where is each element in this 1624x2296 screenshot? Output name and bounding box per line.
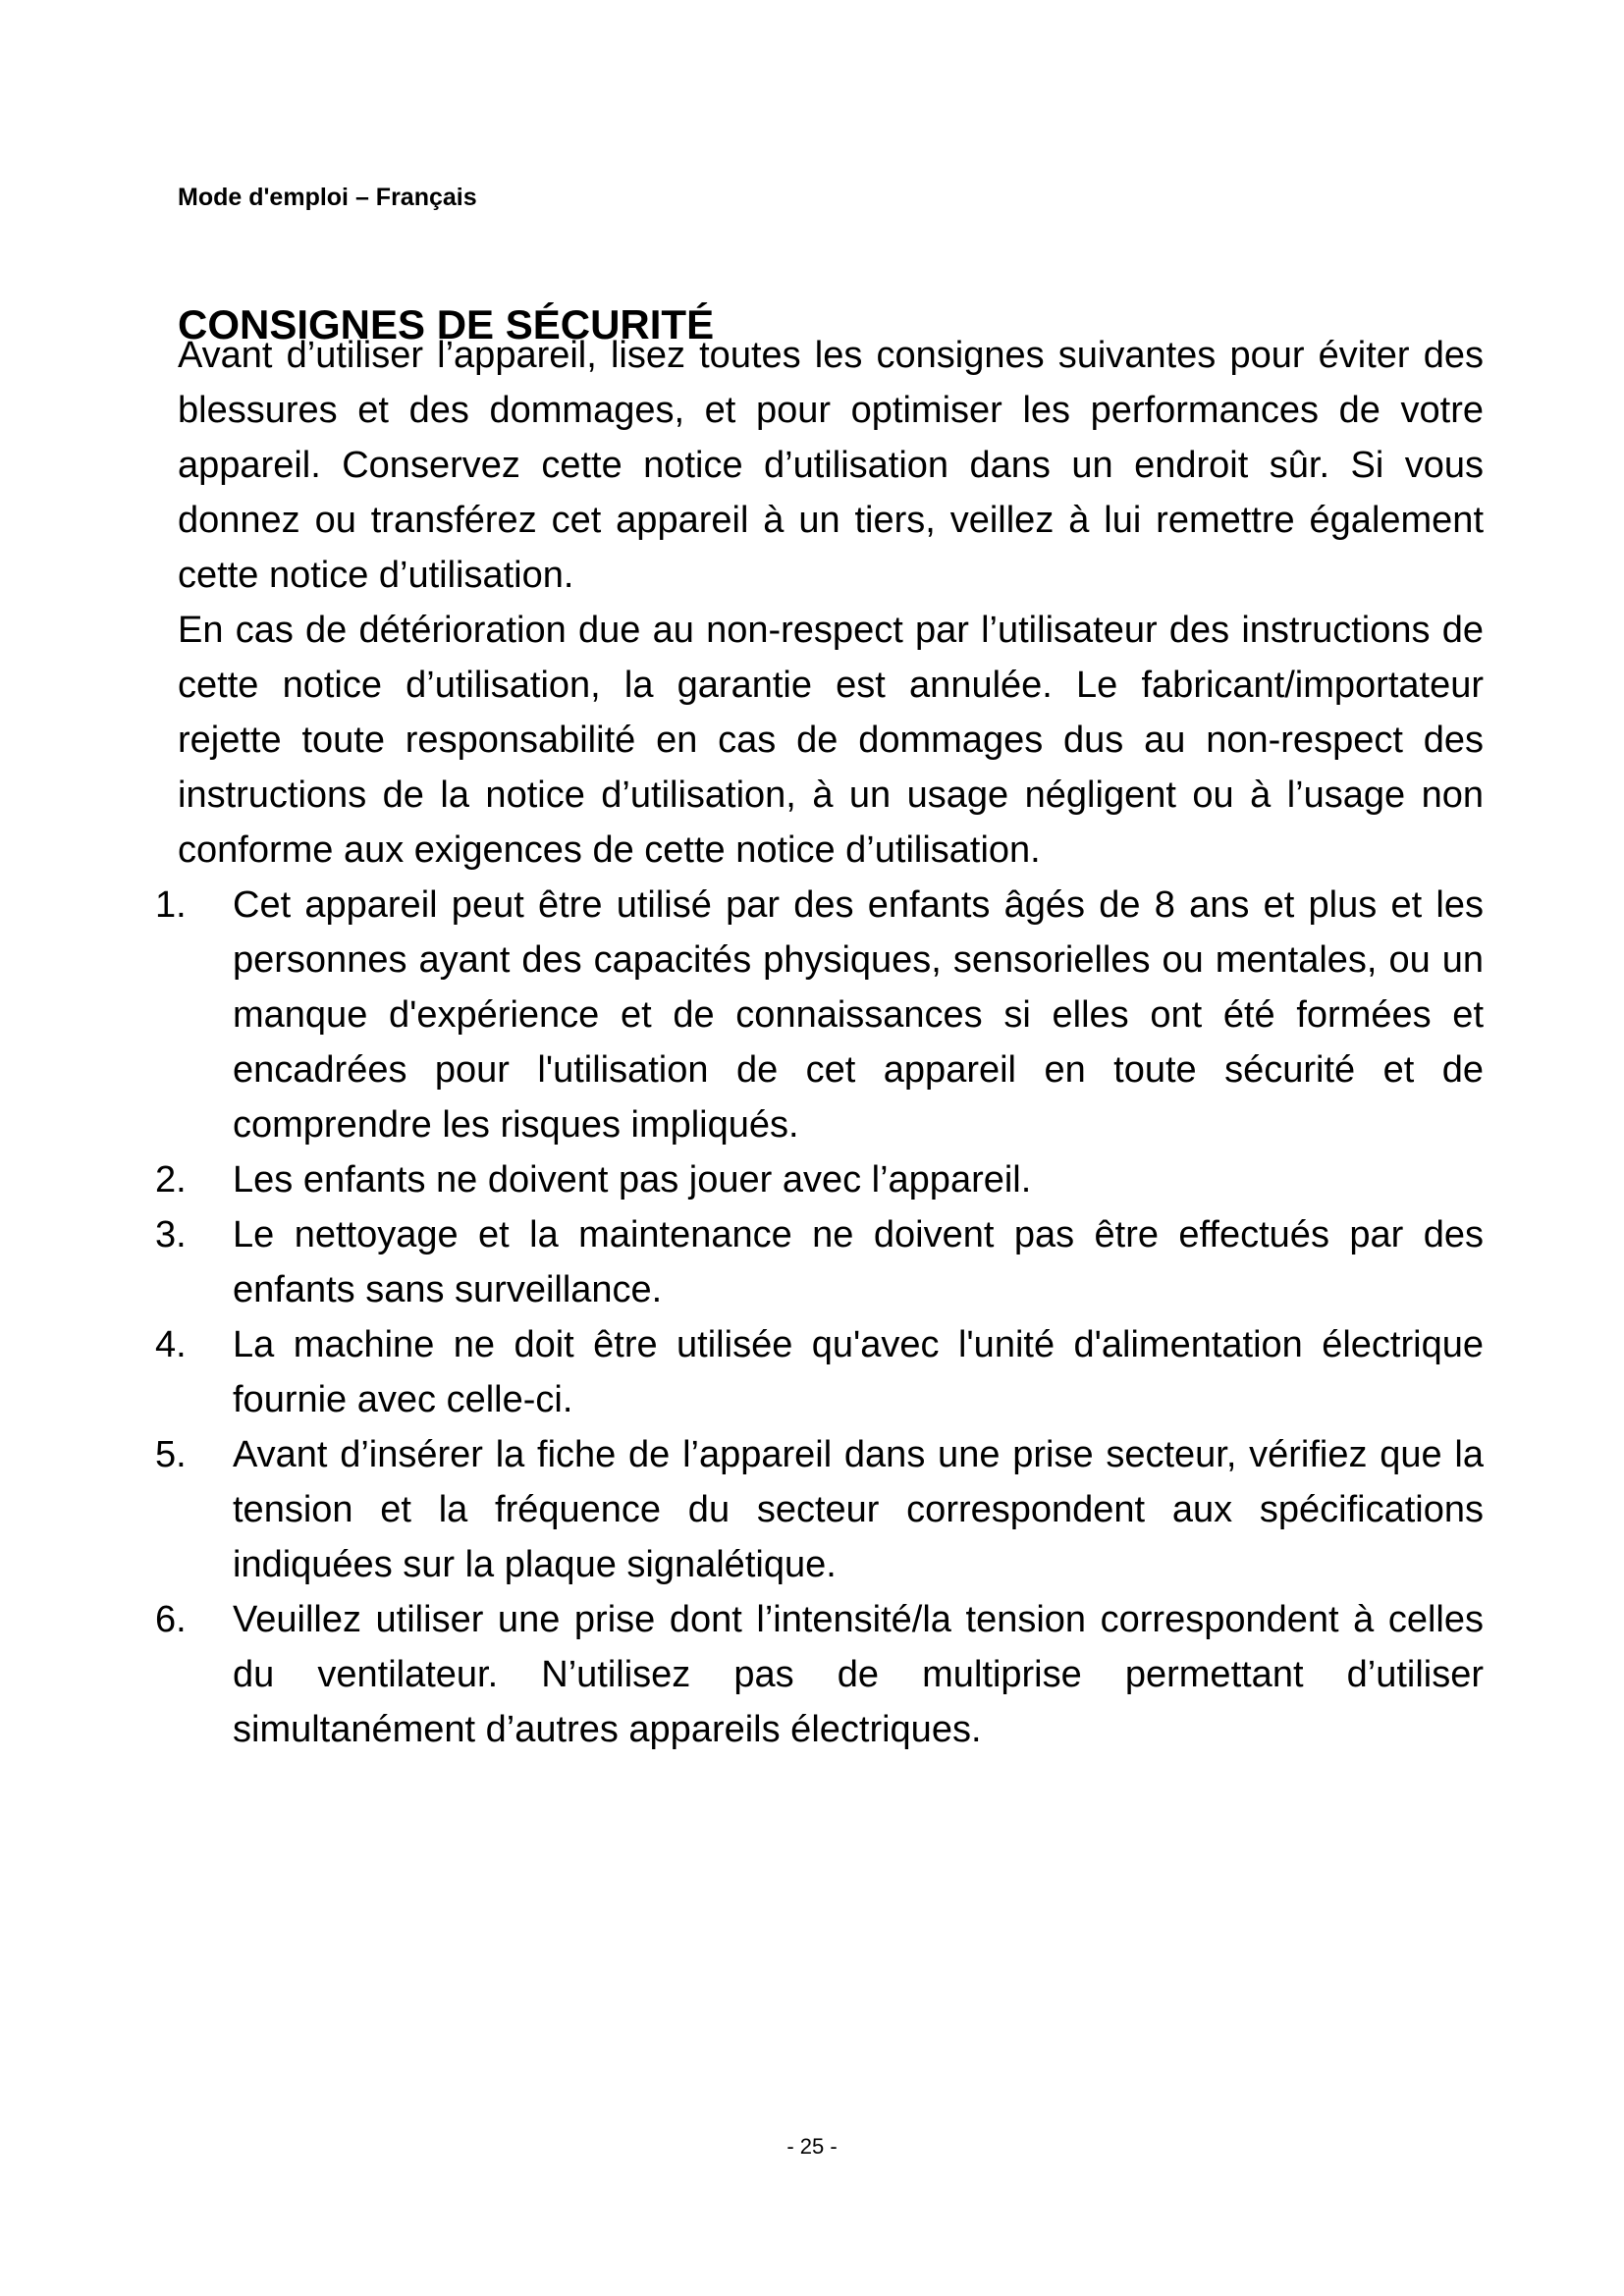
page-number: - 25 - (786, 2134, 838, 2159)
safety-instructions-content (155, 328, 1484, 1757)
list-number: 3. (155, 1214, 187, 1255)
safety-item-text: Le nettoyage et la maintenance ne doivent pas être effectués par des enfants sans surveillance. (233, 1214, 1484, 1310)
list-number: 4. (155, 1324, 187, 1365)
list-number: 6. (155, 1599, 187, 1640)
safety-item-3 (155, 1207, 1484, 1317)
safety-instructions-list (155, 878, 1484, 1757)
manual-language-header: Mode d'emploi – Français (178, 184, 477, 211)
safety-item-text: Veuillez utiliser une prise dont l’intensité/la tension correspondent à celles du ventilateur. N’utilisez pas de multiprise permettant d’utiliser simultanément d’autres appareils électriques. (233, 1599, 1484, 1750)
list-number: 2. (155, 1159, 187, 1201)
intro-paragraph-1: Avant d’utiliser l’appareil, lisez toutes les consignes suivantes pour éviter des blessures et des dommages, et pour optimiser les performances de votre appareil. Conservez cette notice d’utilisation dans un endroit sûr. Si vous donnez ou transférez cet appareil à un tiers, veillez à lui remettre également cette notice d’utilisation. (178, 335, 1484, 596)
list-number: 1. (155, 884, 187, 926)
safety-item-5 (155, 1427, 1484, 1592)
safety-item-1 (155, 878, 1484, 1152)
safety-item-text: Cet appareil peut être utilisé par des enfants âgés de 8 ans et plus et les personnes ayant des capacités physiques, sensorielles ou mentales, ou un manque d'expérience et de connaissances si elles ont été formées et encadrées pour l'utilisation de cet appareil en toute sécurité et de comprendre les risques impliqués. (233, 884, 1484, 1146)
safety-instructions-title: CONSIGNES DE SÉCURITÉ (178, 301, 715, 348)
safety-item-text: Les enfants ne doivent pas jouer avec l’appareil. (233, 1159, 1032, 1201)
safety-item-text: Avant d’insérer la fiche de l’appareil dans une prise secteur, vérifiez que la tension et la fréquence du secteur correspondent aux spécifications indiquées sur la plaque signalétique. (233, 1434, 1484, 1585)
safety-item-text: La machine ne doit être utilisée qu'avec l'unité d'alimentation électrique fournie avec celle-ci. (233, 1324, 1484, 1420)
safety-item-6 (155, 1592, 1484, 1757)
list-number: 5. (155, 1434, 187, 1475)
safety-item-2 (155, 1152, 1484, 1207)
intro-paragraph-2: En cas de détérioration due au non-respect par l’utilisateur des instructions de cette notice d’utilisation, la garantie est annulée. Le fabricant/importateur rejette toute responsabilité en cas de dommages dus au non-respect des instructions de la notice d’utilisation, à un usage négligent ou à l’usage non conforme aux exigences de cette notice d’utilisation. (178, 610, 1484, 871)
safety-item-4 (155, 1317, 1484, 1427)
